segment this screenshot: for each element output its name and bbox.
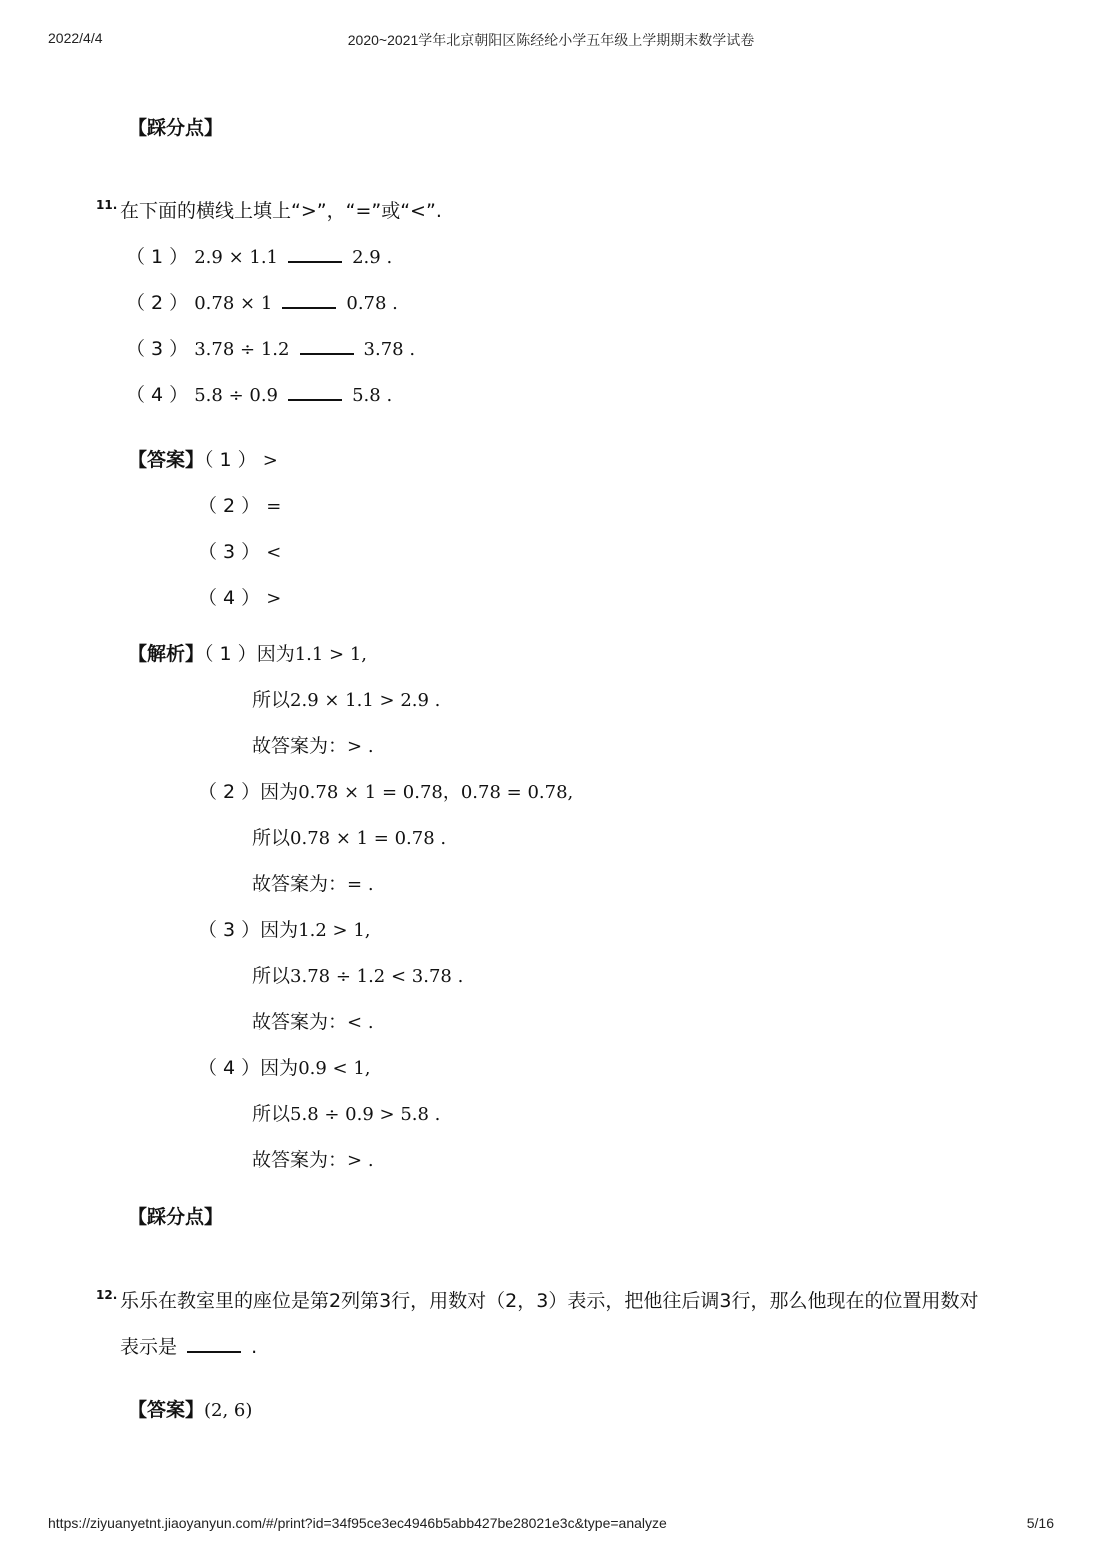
answer-blank[interactable] (282, 291, 336, 309)
analysis-part-label: （ 3 ） (198, 919, 261, 941)
question-11-answer-3 (198, 540, 281, 565)
question-12-number: 12. (96, 1288, 118, 1302)
question-12-stem-line2 (120, 1335, 257, 1359)
part-label: （ 2 ） (126, 292, 189, 314)
analysis-part-label: （ 4 ） (198, 1057, 261, 1079)
answer-blank[interactable] (187, 1335, 241, 1353)
question-11-answer-4 (198, 586, 281, 611)
page-number: 5/16 (1026, 1515, 1054, 1531)
part-right-expr: 3.78 . (363, 339, 416, 360)
part-left-expr: 0.78 × 1 (194, 293, 273, 314)
print-date: 2022/4/4 (48, 30, 103, 46)
part-label: （ 4 ） (126, 384, 189, 406)
so-math: 5.8 ÷ 0.9 > 5.8 . (290, 1104, 441, 1125)
answer-value: > (262, 450, 278, 471)
analysis-4-so (252, 1102, 440, 1127)
ans-math: > . (347, 1150, 374, 1171)
answer-blank[interactable] (300, 337, 354, 355)
question-12-stem-line1: 乐乐在教室里的座位是第2列第3行，用数对（2，3）表示，把他往后调3行，那么他现在的位置用数对 (120, 1290, 979, 1312)
answer-part-label: （ 2 ） (198, 495, 261, 517)
question-11-part-4 (126, 383, 392, 408)
so-text: 所以 (252, 827, 291, 849)
scoring-label-q11: 【踩分点】 (128, 1206, 224, 1228)
ans-math: > . (347, 736, 374, 757)
because-text: 因为 (260, 919, 299, 941)
question-11-stem: 在下面的横线上填上“>”，“=”或“<”. (120, 200, 442, 222)
answer-part-label: （ 3 ） (198, 541, 261, 563)
answer-blank[interactable] (288, 383, 342, 401)
part-right-expr: 0.78 . (346, 293, 398, 314)
ans-text: 故答案为： (252, 1011, 348, 1033)
analysis-4-because (198, 1056, 371, 1081)
answer-label: 【答案】 (128, 1399, 205, 1421)
analysis-4-answer (252, 1148, 374, 1173)
analysis-2-so (252, 826, 446, 851)
question-11-part-2 (126, 291, 398, 316)
answer-part-label: （ 1 ） (204, 449, 257, 471)
analysis-part-label: （ 2 ） (198, 781, 261, 803)
so-math: 0.78 × 1 = 0.78 . (290, 828, 447, 849)
page-url: https://ziyuanyetnt.jiaoyanyun.com/#/print?id=34f95ce3ec4946b5abb427be28021e3c&type=analyze (48, 1515, 667, 1531)
analysis-1-because (128, 642, 367, 667)
part-right-expr: 5.8 . (352, 385, 393, 406)
so-text: 所以 (252, 689, 291, 711)
answer-value: = (266, 496, 282, 517)
ans-text: 故答案为： (252, 1149, 348, 1171)
part-left-expr: 3.78 ÷ 1.2 (194, 339, 290, 360)
ans-math: = . (347, 874, 374, 895)
so-math: 3.78 ÷ 1.2 < 3.78 . (290, 966, 464, 987)
question-11-part-1 (126, 245, 392, 270)
because-math: 1.2 > 1, (298, 920, 371, 941)
because-text: 因为 (260, 781, 299, 803)
so-text: 所以 (252, 965, 291, 987)
document-title: 2020~2021学年北京朝阳区陈经纶小学五年级上学期期末数学试卷 (347, 32, 755, 48)
ans-text: 故答案为： (252, 873, 348, 895)
analysis-label: 【解析】 (128, 643, 205, 665)
ans-text: 故答案为： (252, 735, 348, 757)
answer-value: > (266, 588, 282, 609)
analysis-part-label: （ 1 ） (204, 643, 257, 665)
because-text: 因为 (256, 643, 295, 665)
answer-value: (2, 6) (204, 1400, 253, 1421)
part-right-expr: 2.9 . (352, 247, 393, 268)
answer-label: 【答案】 (128, 449, 205, 471)
question-11-part-3 (126, 337, 415, 362)
because-math: 1.1 > 1, (294, 644, 368, 665)
answer-part-label: （ 4 ） (198, 587, 261, 609)
analysis-2-answer (252, 872, 374, 897)
analysis-3-because (198, 918, 371, 943)
question-12-answer (128, 1398, 252, 1423)
part-label: （ 1 ） (126, 246, 189, 268)
so-text: 所以 (252, 1103, 291, 1125)
analysis-3-answer (252, 1010, 374, 1035)
part-label: （ 3 ） (126, 338, 189, 360)
so-math: 2.9 × 1.1 > 2.9 . (290, 690, 441, 711)
part-left-expr: 2.9 × 1.1 (194, 247, 278, 268)
analysis-2-because (198, 780, 573, 805)
stem-text: 表示是 (120, 1336, 178, 1358)
because-math: 0.78 × 1 = 0.78，0.78 = 0.78, (298, 782, 574, 803)
scoring-label-top: 【踩分点】 (128, 117, 224, 139)
stem-end: . (251, 1336, 258, 1358)
answer-blank[interactable] (288, 245, 342, 263)
ans-math: < . (347, 1012, 374, 1033)
answer-value: < (266, 542, 282, 563)
analysis-3-so (252, 964, 463, 989)
analysis-1-so (252, 688, 440, 713)
because-text: 因为 (260, 1057, 299, 1079)
because-math: 0.9 < 1, (298, 1058, 371, 1079)
question-11-answer-1 (128, 448, 278, 473)
question-11-answer-2 (198, 494, 281, 519)
part-left-expr: 5.8 ÷ 0.9 (194, 385, 278, 406)
analysis-1-answer (252, 734, 374, 759)
question-11-number: 11. (96, 198, 118, 212)
